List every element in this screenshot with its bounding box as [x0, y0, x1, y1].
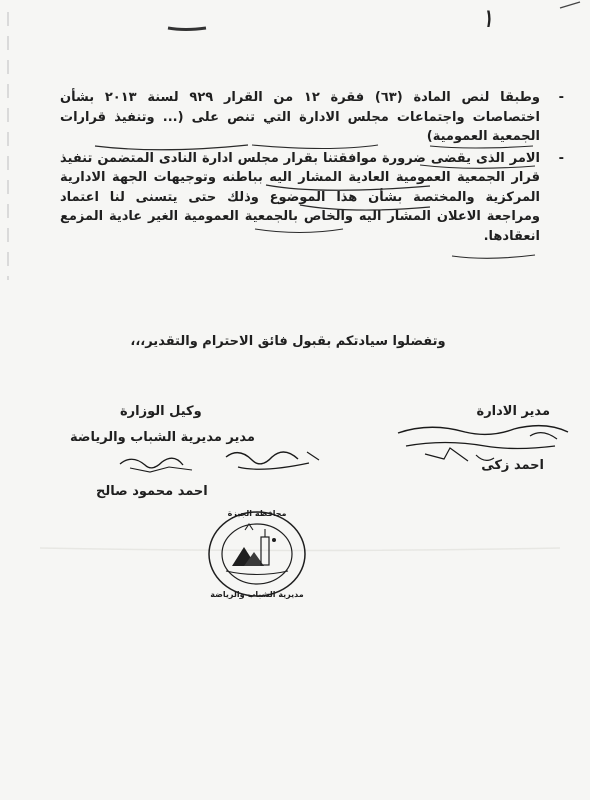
bullet-dash-icon: -: [558, 90, 564, 105]
paragraph-2-text: الامر الذى يقضى ضرورة موافقتنا بقرار مجلس ادارة النادى المتضمن تنفيذ قرار الجمعية العمومية العادية المشار اليه بباطنه وتوجيهات الجهة الادارية المركزية والمختصة بشأن هذا الموضوع وذلك حتى يتسنى لنا اعتماد ومراجعة الاعلان المشار اليه والخاص بالجمعية العمومية الغير عادية المزمع انعقادها.: [60, 150, 540, 244]
page-number: ١: [479, 4, 499, 34]
seal-top-text: محافظة الجيزة: [227, 509, 287, 518]
closing-salutation: وتفضلوا سيادتكم بقبول فائق الاحترام والتقدير،،،: [130, 334, 446, 349]
letter-body: [60, 88, 564, 248]
undersecretary-title: وكيل الوزارة: [120, 404, 202, 419]
seal-bottom-text: مديرية الشباب والرياضة: [210, 590, 304, 599]
paragraph-1-text: وطبقا لنص المادة (٦٣) فقرة ١٢ من القرار ٩٢٩ لسنة ٢٠١٣ بشأن اختصاصات واجتماعات مجلس الادارة التي تنص على (... وتنفيذ قرارات الجمعية العمومية): [60, 90, 541, 144]
bullet-dash-icon: -: [558, 150, 564, 166]
paragraph-1: [60, 88, 564, 147]
manager-signature: [390, 418, 580, 490]
undersecretary-name: احمد محمود صالح: [96, 484, 208, 499]
manager-name: احمد زكى: [481, 458, 544, 473]
paragraph-2: [60, 149, 564, 247]
manager-title: مدير الادارة: [476, 404, 550, 419]
directorate-title: مدير مديرية الشباب والرياضة: [70, 430, 255, 445]
undersecretary-signature: [112, 438, 332, 488]
official-seal-icon: [198, 500, 316, 604]
